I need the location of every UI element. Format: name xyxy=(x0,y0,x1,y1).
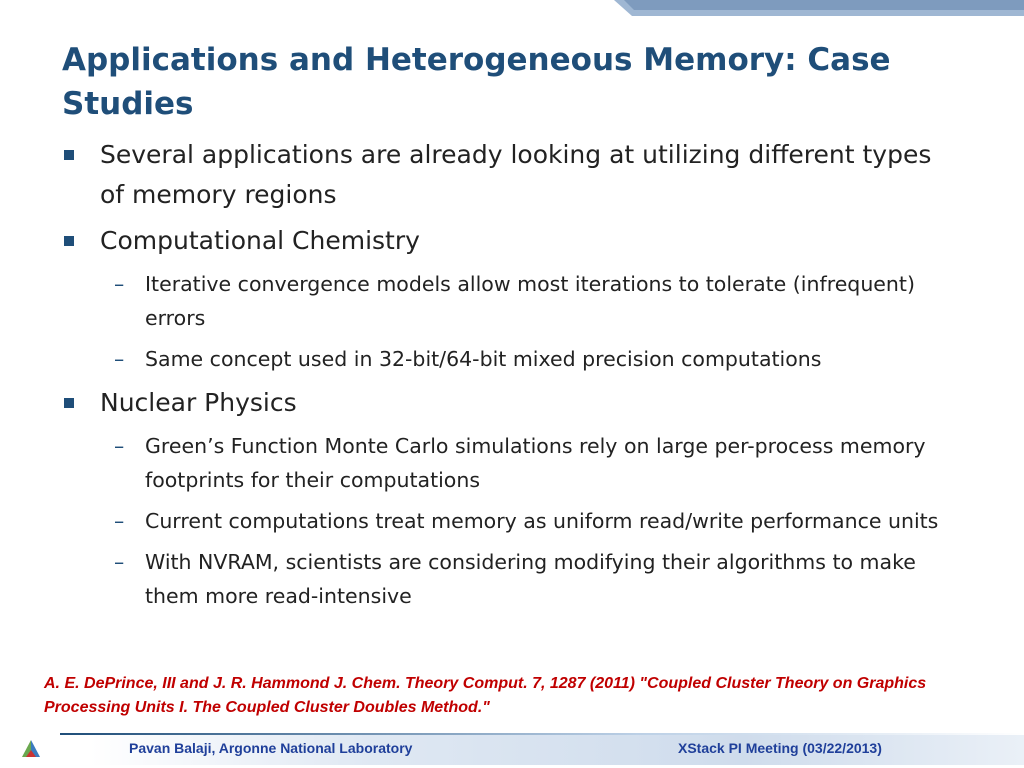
dash-bullet-icon: – xyxy=(114,347,125,371)
square-bullet-icon xyxy=(64,236,74,246)
bullet-item xyxy=(62,221,962,261)
bullet-item xyxy=(62,135,962,215)
sub-bullet-text: Current computations treat memory as uniform read/write performance units xyxy=(145,509,939,533)
dash-bullet-icon: – xyxy=(114,272,125,296)
sub-bullet-text: Green’s Function Monte Carlo simulations rely on large per-process memory footprints for their computations xyxy=(145,434,926,492)
dash-bullet-icon: – xyxy=(114,509,125,533)
footer-author: Pavan Balaji, Argonne National Laboratory xyxy=(129,740,413,756)
sub-bullet-text: Iterative convergence models allow most iterations to tolerate (infrequent) errors xyxy=(145,272,915,330)
sub-bullet-item xyxy=(62,267,962,335)
argonne-triangle-logo-icon xyxy=(20,738,42,760)
bullet-text: Several applications are already looking at utilizing different types of memory regions xyxy=(100,140,932,209)
sub-bullet-text: With NVRAM, scientists are considering modifying their algorithms to make them more read-intensive xyxy=(145,550,916,608)
sub-bullet-item xyxy=(62,545,962,613)
sub-bullet-item xyxy=(62,429,962,497)
dash-bullet-icon: – xyxy=(114,434,125,458)
bullet-text: Computational Chemistry xyxy=(100,226,420,255)
header-decoration-bar-dark xyxy=(624,0,1024,10)
sub-bullet-text: Same concept used in 32-bit/64-bit mixed precision computations xyxy=(145,347,822,371)
sub-bullet-item xyxy=(62,504,962,538)
square-bullet-icon xyxy=(64,398,74,408)
dash-bullet-icon: – xyxy=(114,550,125,574)
bullet-text: Nuclear Physics xyxy=(100,388,297,417)
sub-bullet-item xyxy=(62,342,962,376)
bullet-item xyxy=(62,383,962,423)
citation-reference: A. E. DePrince, III and J. R. Hammond J. Chem. Theory Comput. 7, 1287 (2011) "Coupled Cluster Theory on Graphics Processing Units I. The Coupled Cluster Doubles Method." xyxy=(44,675,927,716)
square-bullet-icon xyxy=(64,150,74,160)
footer-event: XStack PI Meeting (03/22/2013) xyxy=(678,740,882,756)
slide-title: Applications and Heterogeneous Memory: Case Studies xyxy=(62,42,891,122)
slide-content xyxy=(62,135,962,620)
